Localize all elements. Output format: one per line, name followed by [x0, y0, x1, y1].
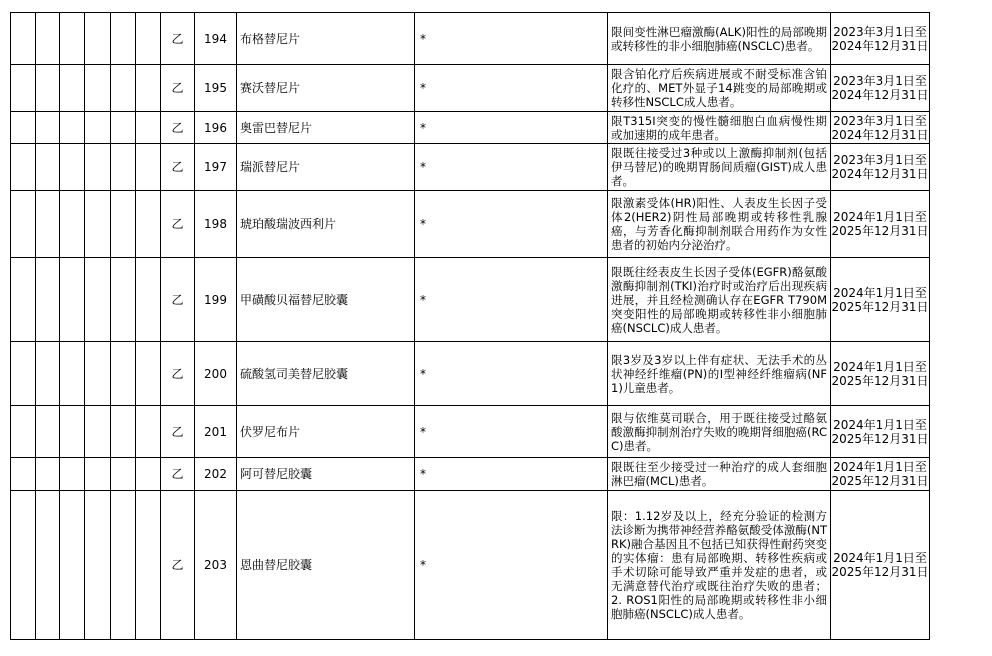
- drug-name-cell: 奥雷巴替尼片: [237, 112, 415, 144]
- restriction-cell: 限既往至少接受过一种治疗的成人套细胞淋巴瘤(MCL)患者。: [608, 458, 831, 491]
- category-cell: 乙: [161, 258, 195, 342]
- table-row: [11, 406, 930, 458]
- empty-cell: [85, 144, 111, 191]
- date-from: 2023年3月1日至: [833, 153, 927, 167]
- date-to: 2025年12月31日: [831, 565, 929, 579]
- mark-cell: *: [415, 491, 608, 640]
- mark-cell: *: [415, 406, 608, 458]
- date-to: 2025年12月31日: [831, 373, 929, 388]
- table-row: [11, 13, 930, 65]
- validity-cell: [831, 191, 930, 258]
- mark-cell: *: [415, 458, 608, 491]
- empty-cell: [85, 65, 111, 112]
- table-row: [11, 144, 930, 191]
- category-cell: 乙: [161, 458, 195, 491]
- restriction-cell: 限激素受体(HR)阳性、人表皮生长因子受体2(HER2)阴性局部晚期或转移性乳腺癌，与芳香化酶抑制剂联合用药作为女性患者的初始内分泌治疗。: [608, 191, 831, 258]
- drug-name-cell: 赛沃替尼片: [237, 65, 415, 112]
- empty-cell: [85, 406, 111, 458]
- empty-cell: [111, 112, 136, 144]
- table-row: [11, 491, 930, 640]
- empty-cell: [85, 342, 111, 406]
- validity-cell: [831, 258, 930, 342]
- category-cell: 乙: [161, 191, 195, 258]
- date-from: 2024年1月1日至: [833, 460, 927, 474]
- empty-cell: [11, 406, 36, 458]
- number-cell: 201: [195, 406, 237, 458]
- empty-cell: [36, 191, 60, 258]
- empty-cell: [111, 65, 136, 112]
- date-to: 2024年12月31日: [831, 88, 929, 102]
- date-to: 2025年12月31日: [831, 299, 929, 314]
- mark-cell: *: [415, 13, 608, 65]
- empty-cell: [60, 112, 85, 144]
- empty-cell: [136, 491, 161, 640]
- table-row: [11, 258, 930, 342]
- drug-name-cell: 硫酸氢司美替尼胶囊: [237, 342, 415, 406]
- date-from: 2024年1月1日至: [833, 285, 927, 300]
- empty-cell: [85, 458, 111, 491]
- number-cell: 200: [195, 342, 237, 406]
- number-cell: 199: [195, 258, 237, 342]
- drug-name-cell: 伏罗尼布片: [237, 406, 415, 458]
- mark-cell: *: [415, 342, 608, 406]
- validity-cell: [831, 112, 930, 144]
- mark-cell: *: [415, 191, 608, 258]
- restriction-cell: 限含铂化疗后疾病进展或不耐受标准含铂化疗的、MET外显子14跳变的局部晚期或转移性NSCLC成人患者。: [608, 65, 831, 112]
- empty-cell: [85, 258, 111, 342]
- empty-cell: [36, 342, 60, 406]
- category-cell: 乙: [161, 491, 195, 640]
- empty-cell: [36, 13, 60, 65]
- empty-cell: [136, 13, 161, 65]
- date-from: 2023年3月1日至: [833, 113, 927, 128]
- drug-name-cell: 布格替尼片: [237, 13, 415, 65]
- date-to: 2025年12月31日: [831, 224, 929, 238]
- empty-cell: [11, 65, 36, 112]
- drug-name-cell: 琥珀酸瑞波西利片: [237, 191, 415, 258]
- date-to: 2025年12月31日: [831, 431, 929, 446]
- empty-cell: [11, 342, 36, 406]
- empty-cell: [36, 406, 60, 458]
- empty-cell: [11, 13, 36, 65]
- table-row: [11, 458, 930, 491]
- empty-cell: [136, 191, 161, 258]
- table-row: [11, 191, 930, 258]
- category-cell: 乙: [161, 342, 195, 406]
- empty-cell: [11, 191, 36, 258]
- date-from: 2024年1月1日至: [833, 417, 927, 432]
- empty-cell: [11, 491, 36, 640]
- empty-cell: [111, 342, 136, 406]
- empty-cell: [60, 342, 85, 406]
- category-cell: 乙: [161, 112, 195, 144]
- restriction-cell: 限间变性淋巴瘤激酶(ALK)阳性的局部晚期或转移性的非小细胞肺癌(NSCLC)患者。: [608, 13, 831, 65]
- restriction-cell: 限既往经表皮生长因子受体(EGFR)酪氨酸激酶抑制剂(TKI)治疗时或治疗后出现疾病进展，并且经检测确认存在EGFR T790M 突变阳性的局部晚期或转移性非小细胞肺癌(NSCLC)成人患者。: [608, 258, 831, 342]
- restriction-cell: 限：1.12岁及以上，经充分验证的检测方法诊断为携带神经营养酪氨酸受体激酶(NTRK)融合基因且不包括已知获得性耐药突变的实体瘤：患有局部晚期、转移性疾病或手术切除可能导致严重并发症的患者，或无满意替代治疗或既往治疗失败的患者；2. ROS1阳性的局部晚期或转移性非小细胞肺癌(NSCLC)成人患者。: [608, 491, 831, 640]
- empty-cell: [60, 491, 85, 640]
- validity-cell: [831, 406, 930, 458]
- number-cell: 195: [195, 65, 237, 112]
- category-cell: 乙: [161, 144, 195, 191]
- drug-name-cell: 甲磺酸贝福替尼胶囊: [237, 258, 415, 342]
- empty-cell: [111, 258, 136, 342]
- drug-name-cell: 瑞派替尼片: [237, 144, 415, 191]
- date-to: 2024年12月31日: [831, 38, 929, 53]
- empty-cell: [36, 258, 60, 342]
- number-cell: 198: [195, 191, 237, 258]
- empty-cell: [36, 491, 60, 640]
- empty-cell: [111, 13, 136, 65]
- empty-cell: [111, 144, 136, 191]
- empty-cell: [136, 342, 161, 406]
- empty-cell: [85, 13, 111, 65]
- drug-list-table: [10, 12, 930, 640]
- empty-cell: [36, 458, 60, 491]
- empty-cell: [60, 13, 85, 65]
- drug-name-cell: 阿可替尼胶囊: [237, 458, 415, 491]
- empty-cell: [36, 144, 60, 191]
- empty-cell: [136, 65, 161, 112]
- validity-cell: [831, 144, 930, 191]
- number-cell: 197: [195, 144, 237, 191]
- empty-cell: [60, 406, 85, 458]
- date-to: 2025年12月31日: [831, 474, 929, 488]
- date-from: 2024年1月1日至: [833, 551, 927, 565]
- empty-cell: [60, 191, 85, 258]
- empty-cell: [85, 191, 111, 258]
- table-row: [11, 342, 930, 406]
- empty-cell: [36, 65, 60, 112]
- empty-cell: [111, 406, 136, 458]
- date-from: 2023年3月1日至: [833, 74, 927, 88]
- restriction-cell: 限既往接受过3种或以上激酶抑制剂(包括伊马替尼)的晚期胃肠间质瘤(GIST)成人患者。: [608, 144, 831, 191]
- empty-cell: [111, 191, 136, 258]
- number-cell: 203: [195, 491, 237, 640]
- mark-cell: *: [415, 258, 608, 342]
- number-cell: 202: [195, 458, 237, 491]
- mark-cell: *: [415, 112, 608, 144]
- empty-cell: [60, 258, 85, 342]
- empty-cell: [60, 65, 85, 112]
- empty-cell: [11, 258, 36, 342]
- date-from: 2024年1月1日至: [833, 210, 927, 224]
- empty-cell: [85, 491, 111, 640]
- restriction-cell: 限T315I突变的慢性髓细胞白血病慢性期或加速期的成年患者。: [608, 112, 831, 144]
- validity-cell: [831, 458, 930, 491]
- number-cell: 196: [195, 112, 237, 144]
- mark-cell: *: [415, 144, 608, 191]
- date-to: 2024年12月31日: [831, 167, 929, 181]
- category-cell: 乙: [161, 406, 195, 458]
- empty-cell: [11, 458, 36, 491]
- validity-cell: [831, 13, 930, 65]
- number-cell: 194: [195, 13, 237, 65]
- mark-cell: *: [415, 65, 608, 112]
- empty-cell: [136, 144, 161, 191]
- empty-cell: [60, 144, 85, 191]
- empty-cell: [111, 458, 136, 491]
- date-from: 2024年1月1日至: [833, 359, 927, 374]
- empty-cell: [11, 144, 36, 191]
- validity-cell: [831, 342, 930, 406]
- validity-cell: [831, 491, 930, 640]
- category-cell: 乙: [161, 65, 195, 112]
- empty-cell: [111, 491, 136, 640]
- empty-cell: [36, 112, 60, 144]
- empty-cell: [136, 458, 161, 491]
- empty-cell: [85, 112, 111, 144]
- date-to: 2024年12月31日: [831, 127, 929, 142]
- empty-cell: [136, 406, 161, 458]
- validity-cell: [831, 65, 930, 112]
- category-cell: 乙: [161, 13, 195, 65]
- empty-cell: [11, 112, 36, 144]
- table-row: [11, 112, 930, 144]
- restriction-cell: 限与依维莫司联合，用于既往接受过酪氨酸激酶抑制剂治疗失败的晚期肾细胞癌(RCC)患者。: [608, 406, 831, 458]
- empty-cell: [136, 258, 161, 342]
- empty-cell: [136, 112, 161, 144]
- drug-name-cell: 恩曲替尼胶囊: [237, 491, 415, 640]
- date-from: 2023年3月1日至: [833, 24, 927, 39]
- table-row: [11, 65, 930, 112]
- empty-cell: [60, 458, 85, 491]
- restriction-cell: 限3岁及3岁以上伴有症状、无法手术的丛状神经纤维瘤(PN)的I型神经纤维瘤病(NF1)儿童患者。: [608, 342, 831, 406]
